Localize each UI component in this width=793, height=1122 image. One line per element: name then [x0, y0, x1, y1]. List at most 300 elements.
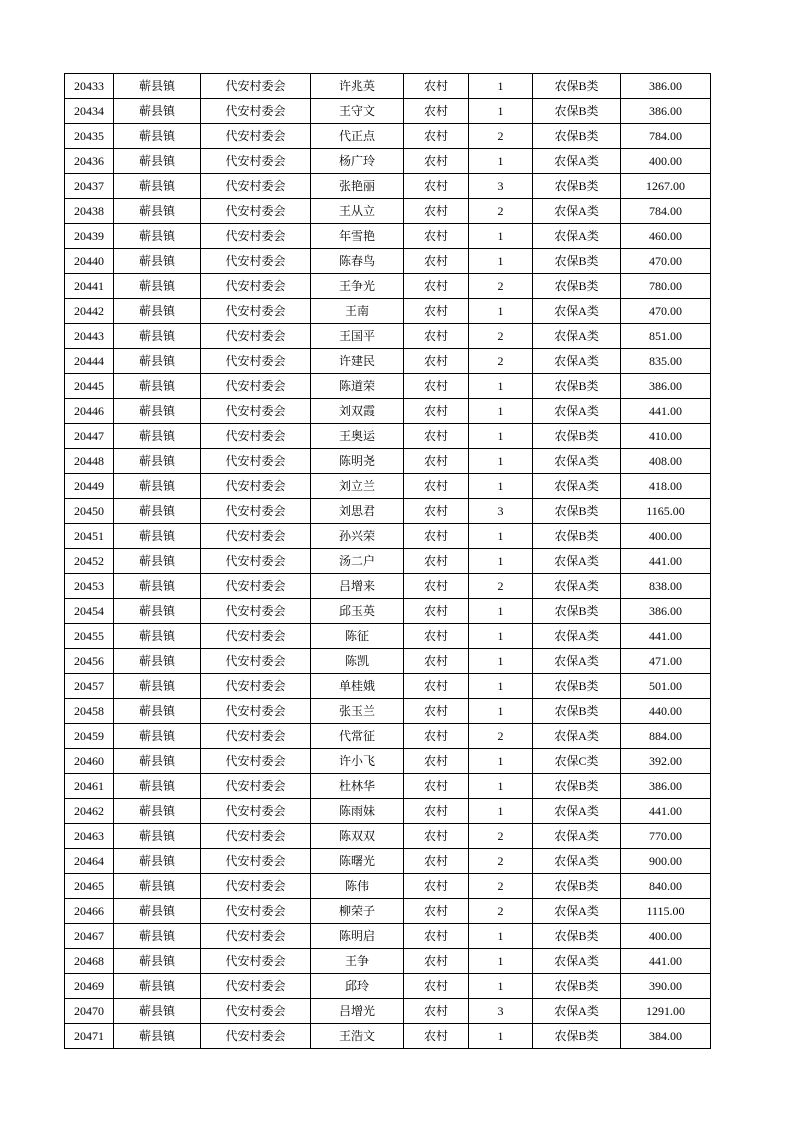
cell-insurance_category: 农保A类 [533, 824, 621, 849]
cell-person_count: 1 [469, 924, 533, 949]
cell-serial_number: 20454 [65, 599, 114, 624]
cell-person_name: 许建民 [311, 349, 404, 374]
cell-amount: 838.00 [621, 574, 711, 599]
cell-insurance_category: 农保A类 [533, 899, 621, 924]
cell-serial_number: 20460 [65, 749, 114, 774]
cell-residence_type: 农村 [404, 274, 469, 299]
cell-person_name: 孙兴荣 [311, 524, 404, 549]
cell-person_name: 王争 [311, 949, 404, 974]
cell-person_count: 1 [469, 424, 533, 449]
cell-village_committee: 代安村委会 [201, 624, 311, 649]
cell-serial_number: 20470 [65, 999, 114, 1024]
cell-person_name: 陈明启 [311, 924, 404, 949]
cell-serial_number: 20468 [65, 949, 114, 974]
table-row [65, 699, 711, 724]
cell-person_name: 代正点 [311, 124, 404, 149]
cell-residence_type: 农村 [404, 349, 469, 374]
cell-residence_type: 农村 [404, 724, 469, 749]
cell-amount: 441.00 [621, 549, 711, 574]
cell-person_count: 2 [469, 274, 533, 299]
cell-person_count: 1 [469, 74, 533, 99]
cell-town: 蕲县镇 [114, 524, 201, 549]
cell-insurance_category: 农保B类 [533, 774, 621, 799]
cell-person_name: 邱玲 [311, 974, 404, 999]
cell-town: 蕲县镇 [114, 374, 201, 399]
cell-person_name: 年雪艳 [311, 224, 404, 249]
cell-town: 蕲县镇 [114, 449, 201, 474]
cell-village_committee: 代安村委会 [201, 574, 311, 599]
cell-residence_type: 农村 [404, 374, 469, 399]
cell-serial_number: 20445 [65, 374, 114, 399]
cell-person_name: 王国平 [311, 324, 404, 349]
cell-amount: 400.00 [621, 924, 711, 949]
cell-amount: 840.00 [621, 874, 711, 899]
cell-town: 蕲县镇 [114, 549, 201, 574]
cell-residence_type: 农村 [404, 199, 469, 224]
cell-amount: 900.00 [621, 849, 711, 874]
cell-person_name: 陈伟 [311, 874, 404, 899]
table-row [65, 374, 711, 399]
cell-insurance_category: 农保A类 [533, 199, 621, 224]
cell-insurance_category: 农保B类 [533, 499, 621, 524]
cell-town: 蕲县镇 [114, 474, 201, 499]
cell-serial_number: 20447 [65, 424, 114, 449]
cell-residence_type: 农村 [404, 449, 469, 474]
cell-residence_type: 农村 [404, 299, 469, 324]
cell-village_committee: 代安村委会 [201, 1024, 311, 1049]
cell-person_name: 陈雨妹 [311, 799, 404, 824]
table-row [65, 674, 711, 699]
table-row [65, 74, 711, 99]
table-row [65, 1024, 711, 1049]
cell-town: 蕲县镇 [114, 199, 201, 224]
cell-town: 蕲县镇 [114, 1024, 201, 1049]
cell-town: 蕲县镇 [114, 274, 201, 299]
cell-amount: 441.00 [621, 624, 711, 649]
table-row [65, 724, 711, 749]
cell-residence_type: 农村 [404, 99, 469, 124]
cell-serial_number: 20471 [65, 1024, 114, 1049]
cell-person_name: 杜林华 [311, 774, 404, 799]
table-row [65, 599, 711, 624]
cell-serial_number: 20466 [65, 899, 114, 924]
cell-insurance_category: 农保A类 [533, 574, 621, 599]
cell-village_committee: 代安村委会 [201, 724, 311, 749]
cell-person_name: 王争光 [311, 274, 404, 299]
cell-insurance_category: 农保B类 [533, 374, 621, 399]
cell-amount: 780.00 [621, 274, 711, 299]
cell-person_name: 刘立兰 [311, 474, 404, 499]
table-row [65, 774, 711, 799]
cell-amount: 770.00 [621, 824, 711, 849]
cell-serial_number: 20451 [65, 524, 114, 549]
cell-residence_type: 农村 [404, 924, 469, 949]
cell-insurance_category: 农保B类 [533, 524, 621, 549]
table-row [65, 474, 711, 499]
cell-town: 蕲县镇 [114, 124, 201, 149]
cell-town: 蕲县镇 [114, 74, 201, 99]
cell-town: 蕲县镇 [114, 924, 201, 949]
cell-serial_number: 20437 [65, 174, 114, 199]
cell-person_count: 1 [469, 449, 533, 474]
cell-person_name: 陈征 [311, 624, 404, 649]
cell-insurance_category: 农保A类 [533, 649, 621, 674]
cell-person_name: 柳荣子 [311, 899, 404, 924]
cell-amount: 470.00 [621, 249, 711, 274]
cell-town: 蕲县镇 [114, 649, 201, 674]
cell-person_count: 1 [469, 649, 533, 674]
cell-town: 蕲县镇 [114, 424, 201, 449]
cell-village_committee: 代安村委会 [201, 474, 311, 499]
cell-town: 蕲县镇 [114, 174, 201, 199]
cell-person_count: 1 [469, 524, 533, 549]
cell-amount: 460.00 [621, 224, 711, 249]
cell-person_count: 2 [469, 349, 533, 374]
cell-village_committee: 代安村委会 [201, 699, 311, 724]
cell-amount: 386.00 [621, 774, 711, 799]
cell-person_count: 2 [469, 849, 533, 874]
cell-person_count: 2 [469, 199, 533, 224]
cell-serial_number: 20446 [65, 399, 114, 424]
cell-person_count: 1 [469, 299, 533, 324]
cell-residence_type: 农村 [404, 899, 469, 924]
table-row [65, 274, 711, 299]
cell-town: 蕲县镇 [114, 774, 201, 799]
cell-person_count: 2 [469, 574, 533, 599]
cell-insurance_category: 农保A类 [533, 724, 621, 749]
cell-serial_number: 20469 [65, 974, 114, 999]
table-row [65, 574, 711, 599]
table-row [65, 424, 711, 449]
cell-amount: 410.00 [621, 424, 711, 449]
cell-person_count: 1 [469, 99, 533, 124]
cell-person_count: 2 [469, 899, 533, 924]
cell-residence_type: 农村 [404, 399, 469, 424]
cell-residence_type: 农村 [404, 774, 469, 799]
cell-amount: 441.00 [621, 399, 711, 424]
cell-amount: 1165.00 [621, 499, 711, 524]
cell-amount: 392.00 [621, 749, 711, 774]
cell-person_name: 陈明尧 [311, 449, 404, 474]
cell-person_count: 1 [469, 749, 533, 774]
cell-person_name: 王奥运 [311, 424, 404, 449]
cell-insurance_category: 农保A类 [533, 224, 621, 249]
cell-village_committee: 代安村委会 [201, 149, 311, 174]
cell-amount: 408.00 [621, 449, 711, 474]
table-row [65, 449, 711, 474]
cell-insurance_category: 农保A类 [533, 349, 621, 374]
cell-residence_type: 农村 [404, 249, 469, 274]
table-row [65, 899, 711, 924]
cell-person_count: 2 [469, 824, 533, 849]
cell-village_committee: 代安村委会 [201, 224, 311, 249]
cell-serial_number: 20439 [65, 224, 114, 249]
cell-town: 蕲县镇 [114, 799, 201, 824]
cell-insurance_category: 农保A类 [533, 949, 621, 974]
cell-residence_type: 农村 [404, 824, 469, 849]
cell-person_count: 2 [469, 724, 533, 749]
cell-amount: 784.00 [621, 124, 711, 149]
cell-person_name: 张玉兰 [311, 699, 404, 724]
cell-town: 蕲县镇 [114, 299, 201, 324]
cell-town: 蕲县镇 [114, 824, 201, 849]
table-row [65, 149, 711, 174]
cell-person_name: 陈曙光 [311, 849, 404, 874]
table-body [65, 74, 711, 1049]
cell-serial_number: 20457 [65, 674, 114, 699]
cell-serial_number: 20448 [65, 449, 114, 474]
cell-town: 蕲县镇 [114, 599, 201, 624]
cell-amount: 440.00 [621, 699, 711, 724]
table-row [65, 999, 711, 1024]
cell-insurance_category: 农保A类 [533, 399, 621, 424]
cell-person_count: 1 [469, 399, 533, 424]
cell-insurance_category: 农保A类 [533, 149, 621, 174]
cell-person_name: 单桂娥 [311, 674, 404, 699]
cell-residence_type: 农村 [404, 599, 469, 624]
cell-serial_number: 20458 [65, 699, 114, 724]
cell-person_count: 1 [469, 949, 533, 974]
cell-serial_number: 20464 [65, 849, 114, 874]
cell-residence_type: 农村 [404, 224, 469, 249]
cell-serial_number: 20436 [65, 149, 114, 174]
cell-residence_type: 农村 [404, 674, 469, 699]
table-row [65, 199, 711, 224]
cell-amount: 386.00 [621, 599, 711, 624]
cell-serial_number: 20442 [65, 299, 114, 324]
cell-amount: 835.00 [621, 349, 711, 374]
cell-serial_number: 20459 [65, 724, 114, 749]
cell-person_count: 1 [469, 674, 533, 699]
cell-amount: 1291.00 [621, 999, 711, 1024]
cell-amount: 470.00 [621, 299, 711, 324]
cell-person_count: 1 [469, 149, 533, 174]
cell-insurance_category: 农保A类 [533, 549, 621, 574]
table-row [65, 949, 711, 974]
cell-person_name: 吕增光 [311, 999, 404, 1024]
cell-person_count: 1 [469, 374, 533, 399]
cell-town: 蕲县镇 [114, 624, 201, 649]
cell-village_committee: 代安村委会 [201, 924, 311, 949]
cell-person_count: 2 [469, 124, 533, 149]
cell-amount: 400.00 [621, 524, 711, 549]
table-row [65, 299, 711, 324]
cell-village_committee: 代安村委会 [201, 374, 311, 399]
cell-person_count: 1 [469, 224, 533, 249]
cell-amount: 400.00 [621, 149, 711, 174]
cell-village_committee: 代安村委会 [201, 949, 311, 974]
table-row [65, 499, 711, 524]
cell-village_committee: 代安村委会 [201, 799, 311, 824]
cell-village_committee: 代安村委会 [201, 299, 311, 324]
cell-insurance_category: 农保A类 [533, 324, 621, 349]
cell-village_committee: 代安村委会 [201, 74, 311, 99]
cell-town: 蕲县镇 [114, 724, 201, 749]
cell-village_committee: 代安村委会 [201, 524, 311, 549]
cell-village_committee: 代安村委会 [201, 899, 311, 924]
cell-village_committee: 代安村委会 [201, 199, 311, 224]
cell-person_count: 2 [469, 874, 533, 899]
cell-serial_number: 20467 [65, 924, 114, 949]
cell-serial_number: 20441 [65, 274, 114, 299]
cell-person_count: 3 [469, 999, 533, 1024]
cell-village_committee: 代安村委会 [201, 124, 311, 149]
cell-town: 蕲县镇 [114, 224, 201, 249]
cell-town: 蕲县镇 [114, 749, 201, 774]
cell-residence_type: 农村 [404, 499, 469, 524]
cell-amount: 386.00 [621, 374, 711, 399]
cell-serial_number: 20438 [65, 199, 114, 224]
cell-town: 蕲县镇 [114, 324, 201, 349]
cell-insurance_category: 农保B类 [533, 599, 621, 624]
cell-residence_type: 农村 [404, 649, 469, 674]
cell-amount: 386.00 [621, 74, 711, 99]
cell-town: 蕲县镇 [114, 949, 201, 974]
cell-person_name: 张艳丽 [311, 174, 404, 199]
cell-residence_type: 农村 [404, 424, 469, 449]
cell-village_committee: 代安村委会 [201, 749, 311, 774]
cell-residence_type: 农村 [404, 324, 469, 349]
cell-amount: 471.00 [621, 649, 711, 674]
cell-person_name: 刘双霞 [311, 399, 404, 424]
cell-person_name: 刘思君 [311, 499, 404, 524]
cell-village_committee: 代安村委会 [201, 649, 311, 674]
table-row [65, 524, 711, 549]
cell-insurance_category: 农保C类 [533, 749, 621, 774]
cell-insurance_category: 农保B类 [533, 99, 621, 124]
cell-person_count: 3 [469, 174, 533, 199]
cell-insurance_category: 农保B类 [533, 1024, 621, 1049]
benefit-roster-table [64, 73, 711, 1049]
cell-person_name: 陈凯 [311, 649, 404, 674]
table-row [65, 749, 711, 774]
cell-person_name: 许小飞 [311, 749, 404, 774]
cell-insurance_category: 农保A类 [533, 849, 621, 874]
cell-person_count: 1 [469, 1024, 533, 1049]
cell-village_committee: 代安村委会 [201, 249, 311, 274]
cell-amount: 851.00 [621, 324, 711, 349]
cell-person_name: 王南 [311, 299, 404, 324]
cell-residence_type: 农村 [404, 574, 469, 599]
cell-town: 蕲县镇 [114, 499, 201, 524]
cell-village_committee: 代安村委会 [201, 424, 311, 449]
cell-residence_type: 农村 [404, 849, 469, 874]
cell-insurance_category: 农保A类 [533, 299, 621, 324]
cell-serial_number: 20455 [65, 624, 114, 649]
cell-serial_number: 20453 [65, 574, 114, 599]
cell-town: 蕲县镇 [114, 574, 201, 599]
cell-person_name: 邱玉英 [311, 599, 404, 624]
cell-amount: 1267.00 [621, 174, 711, 199]
cell-amount: 386.00 [621, 99, 711, 124]
cell-serial_number: 20444 [65, 349, 114, 374]
cell-serial_number: 20461 [65, 774, 114, 799]
cell-amount: 884.00 [621, 724, 711, 749]
cell-insurance_category: 农保B类 [533, 874, 621, 899]
table-row [65, 324, 711, 349]
cell-town: 蕲县镇 [114, 699, 201, 724]
cell-person_count: 3 [469, 499, 533, 524]
cell-serial_number: 20456 [65, 649, 114, 674]
cell-serial_number: 20443 [65, 324, 114, 349]
cell-residence_type: 农村 [404, 874, 469, 899]
cell-residence_type: 农村 [404, 474, 469, 499]
cell-residence_type: 农村 [404, 524, 469, 549]
cell-residence_type: 农村 [404, 549, 469, 574]
cell-insurance_category: 农保B类 [533, 74, 621, 99]
cell-village_committee: 代安村委会 [201, 174, 311, 199]
table-row [65, 874, 711, 899]
cell-amount: 441.00 [621, 949, 711, 974]
cell-person_count: 1 [469, 974, 533, 999]
cell-serial_number: 20435 [65, 124, 114, 149]
cell-insurance_category: 农保B类 [533, 699, 621, 724]
cell-village_committee: 代安村委会 [201, 774, 311, 799]
cell-amount: 384.00 [621, 1024, 711, 1049]
cell-village_committee: 代安村委会 [201, 674, 311, 699]
cell-person_count: 1 [469, 549, 533, 574]
cell-person_name: 王浩文 [311, 1024, 404, 1049]
table-row [65, 99, 711, 124]
table-row [65, 549, 711, 574]
cell-serial_number: 20433 [65, 74, 114, 99]
cell-amount: 390.00 [621, 974, 711, 999]
cell-serial_number: 20450 [65, 499, 114, 524]
table-row [65, 224, 711, 249]
cell-residence_type: 农村 [404, 949, 469, 974]
cell-amount: 501.00 [621, 674, 711, 699]
cell-person_name: 陈道荣 [311, 374, 404, 399]
cell-insurance_category: 农保A类 [533, 474, 621, 499]
cell-person_name: 汤二户 [311, 549, 404, 574]
cell-amount: 1115.00 [621, 899, 711, 924]
cell-person_name: 王从立 [311, 199, 404, 224]
table-row [65, 174, 711, 199]
table-row [65, 974, 711, 999]
cell-residence_type: 农村 [404, 974, 469, 999]
cell-village_committee: 代安村委会 [201, 824, 311, 849]
cell-serial_number: 20440 [65, 249, 114, 274]
cell-insurance_category: 农保B类 [533, 174, 621, 199]
cell-village_committee: 代安村委会 [201, 274, 311, 299]
cell-town: 蕲县镇 [114, 99, 201, 124]
cell-person_count: 1 [469, 599, 533, 624]
cell-insurance_category: 农保B类 [533, 974, 621, 999]
cell-serial_number: 20465 [65, 874, 114, 899]
cell-person_name: 吕增来 [311, 574, 404, 599]
cell-village_committee: 代安村委会 [201, 849, 311, 874]
cell-person_count: 1 [469, 699, 533, 724]
cell-village_committee: 代安村委会 [201, 99, 311, 124]
cell-residence_type: 农村 [404, 74, 469, 99]
cell-residence_type: 农村 [404, 174, 469, 199]
table-row [65, 399, 711, 424]
cell-person_count: 1 [469, 624, 533, 649]
cell-village_committee: 代安村委会 [201, 599, 311, 624]
cell-insurance_category: 农保A类 [533, 624, 621, 649]
cell-village_committee: 代安村委会 [201, 549, 311, 574]
cell-insurance_category: 农保B类 [533, 674, 621, 699]
cell-insurance_category: 农保B类 [533, 274, 621, 299]
cell-amount: 784.00 [621, 199, 711, 224]
cell-serial_number: 20452 [65, 549, 114, 574]
table-row [65, 849, 711, 874]
cell-residence_type: 农村 [404, 749, 469, 774]
table-row [65, 824, 711, 849]
cell-serial_number: 20434 [65, 99, 114, 124]
cell-person_name: 陈双双 [311, 824, 404, 849]
cell-insurance_category: 农保B类 [533, 424, 621, 449]
